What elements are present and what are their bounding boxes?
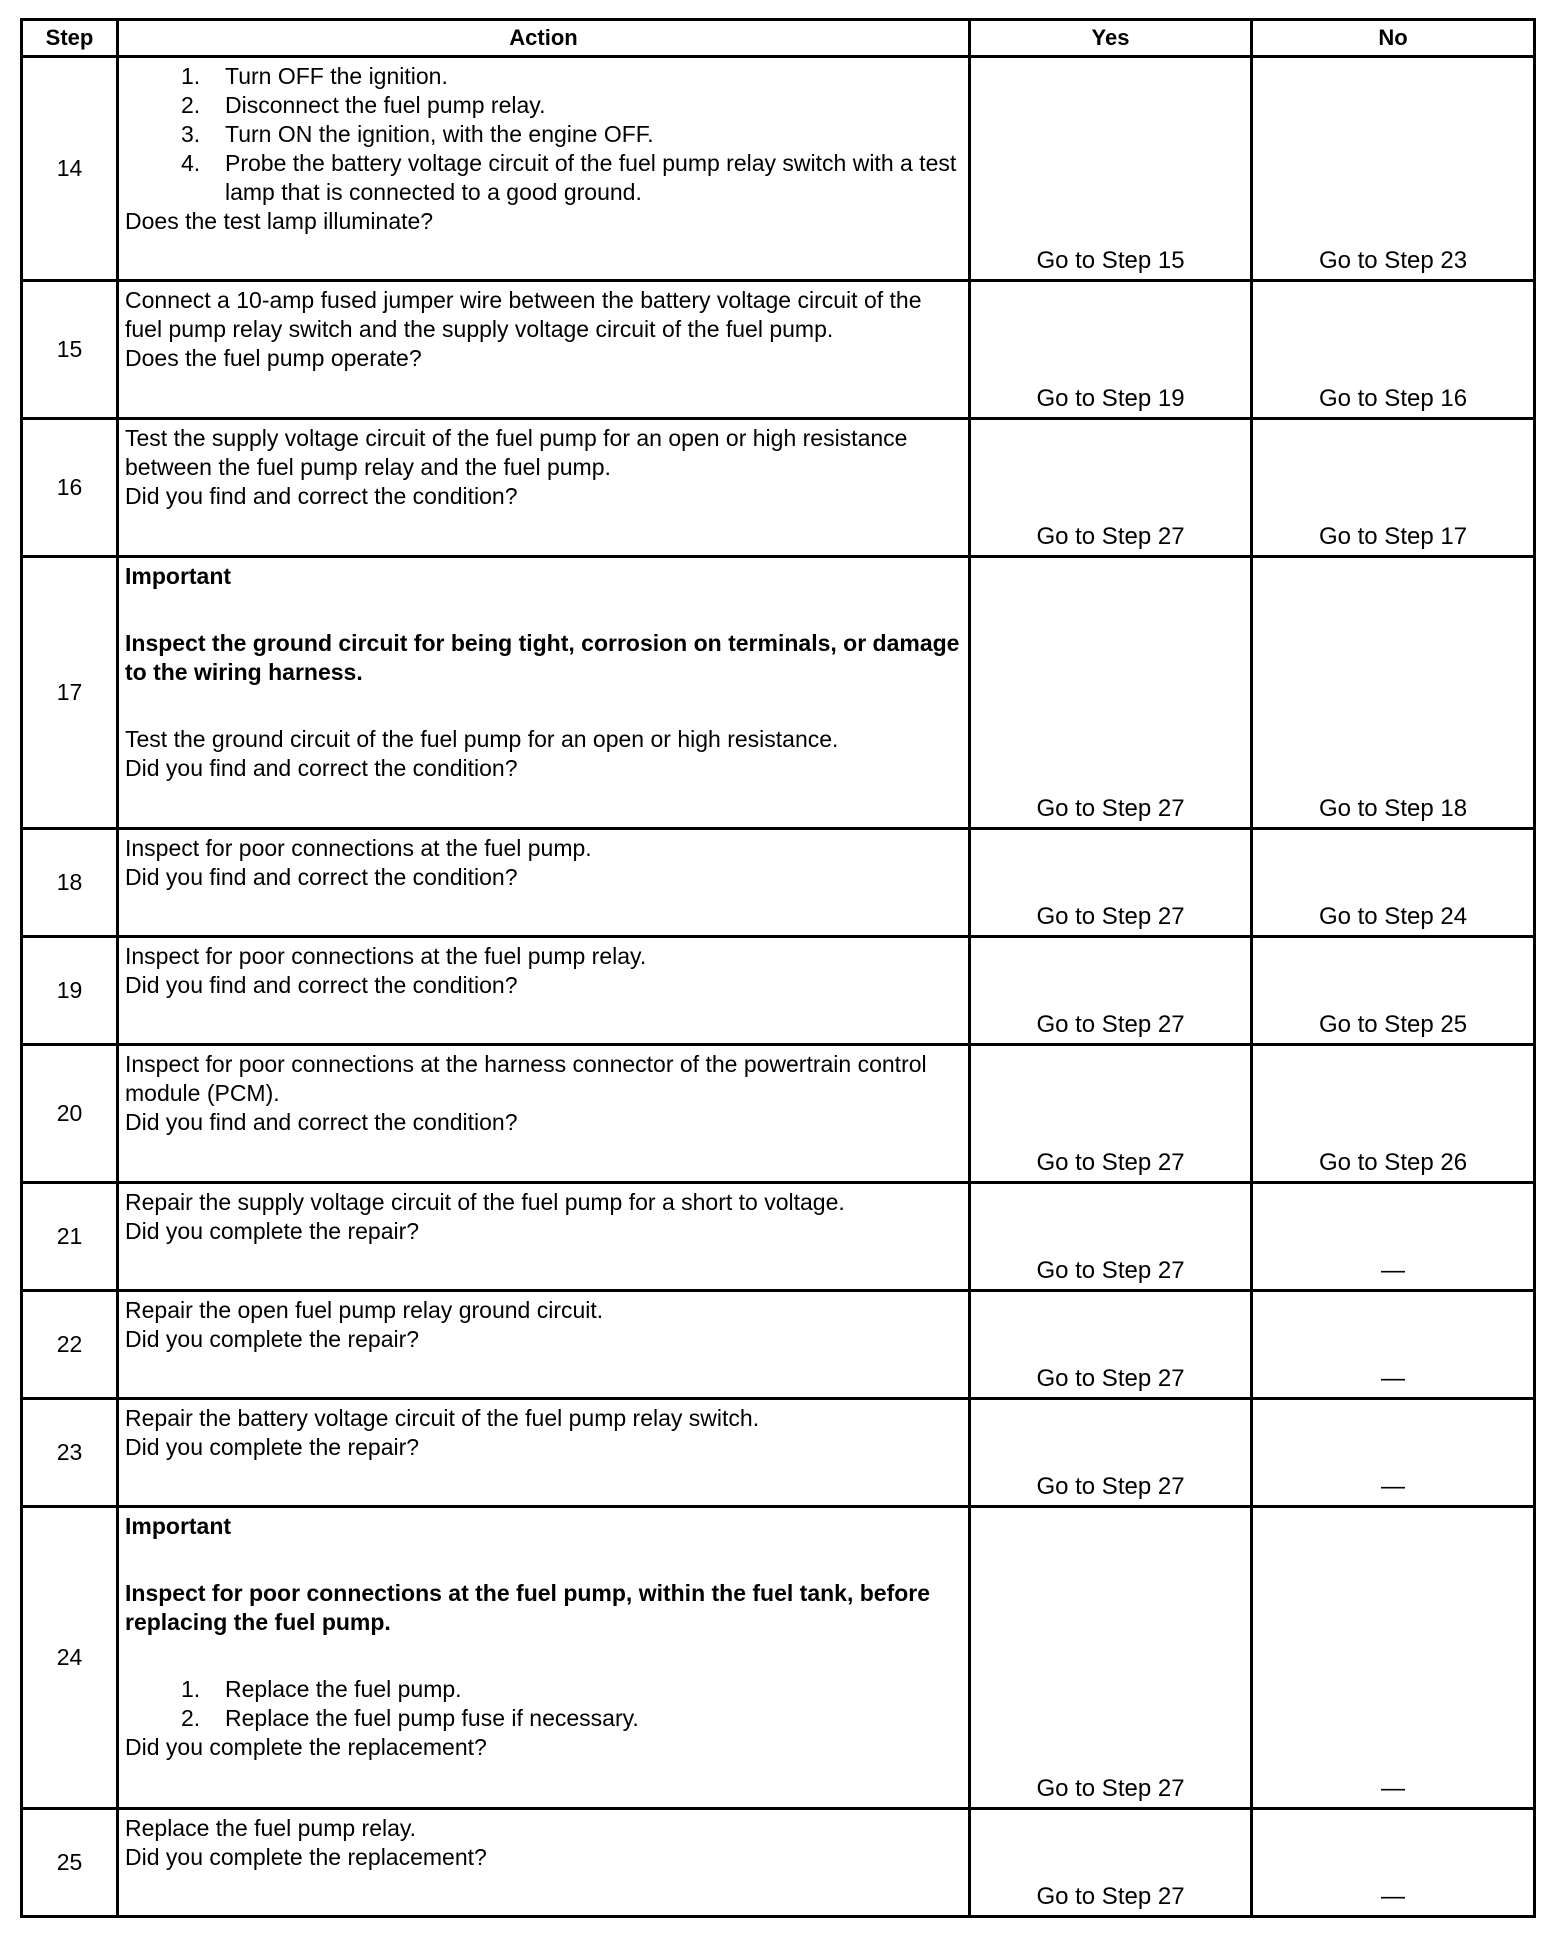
yes-cell: Go to Step 27 bbox=[970, 1507, 1252, 1809]
action-text: Test the supply voltage circuit of the fuel pump for an open or high resistance between the fuel pump relay and the fuel pump. bbox=[125, 425, 908, 480]
yes-cell: Go to Step 27 bbox=[970, 1183, 1252, 1291]
no-cell: — bbox=[1252, 1399, 1535, 1507]
action-cell bbox=[118, 557, 970, 829]
question-text: Did you find and correct the condition? bbox=[125, 755, 518, 781]
list-item: 4. Probe the battery voltage circuit of the fuel pump relay switch with a test lamp that is connected to a good ground. bbox=[181, 150, 957, 205]
action-cell bbox=[118, 281, 970, 419]
table-row bbox=[22, 1809, 1535, 1917]
action-cell bbox=[118, 1291, 970, 1399]
action-cell bbox=[118, 937, 970, 1045]
list-item: 1. Turn OFF the ignition. bbox=[181, 63, 448, 89]
action-text: Inspect for poor connections at the fuel pump relay. bbox=[125, 943, 647, 969]
action-cell bbox=[118, 1507, 970, 1809]
header-action: Action bbox=[118, 20, 970, 57]
list-item: 3. Turn ON the ignition, with the engine OFF. bbox=[181, 121, 654, 147]
step-number: 17 bbox=[22, 557, 118, 829]
yes-cell: Go to Step 27 bbox=[970, 1399, 1252, 1507]
step-number: 18 bbox=[22, 829, 118, 937]
action-cell bbox=[118, 829, 970, 937]
numbered-list bbox=[181, 1675, 962, 1733]
no-cell: Go to Step 23 bbox=[1252, 57, 1535, 281]
important-label: Important bbox=[125, 1513, 232, 1539]
table-row bbox=[22, 1291, 1535, 1399]
step-number: 14 bbox=[22, 57, 118, 281]
question-text: Does the test lamp illuminate? bbox=[125, 208, 434, 234]
table-row bbox=[22, 1507, 1535, 1809]
question-text: Does the fuel pump operate? bbox=[125, 345, 422, 371]
list-item: 2. Replace the fuel pump fuse if necessary. bbox=[181, 1705, 639, 1731]
list-item: 2. Disconnect the fuel pump relay. bbox=[181, 92, 546, 118]
diagnostic-table bbox=[20, 18, 1536, 1918]
action-cell bbox=[118, 419, 970, 557]
action-text: Repair the open fuel pump relay ground circuit. bbox=[125, 1297, 604, 1323]
question-text: Did you complete the repair? bbox=[125, 1218, 420, 1244]
step-number: 21 bbox=[22, 1183, 118, 1291]
no-cell: Go to Step 26 bbox=[1252, 1045, 1535, 1183]
action-cell bbox=[118, 1183, 970, 1291]
question-text: Did you complete the replacement? bbox=[125, 1844, 487, 1870]
action-text: Inspect for poor connections at the fuel pump. bbox=[125, 835, 592, 861]
header-no: No bbox=[1252, 20, 1535, 57]
yes-cell: Go to Step 27 bbox=[970, 1291, 1252, 1399]
yes-cell: Go to Step 27 bbox=[970, 937, 1252, 1045]
yes-cell: Go to Step 19 bbox=[970, 281, 1252, 419]
question-text: Did you complete the repair? bbox=[125, 1326, 420, 1352]
yes-cell: Go to Step 27 bbox=[970, 1809, 1252, 1917]
list-item: 1. Replace the fuel pump. bbox=[181, 1676, 462, 1702]
table-row bbox=[22, 281, 1535, 419]
no-cell: — bbox=[1252, 1507, 1535, 1809]
question-text: Did you find and correct the condition? bbox=[125, 1109, 518, 1135]
no-cell: Go to Step 25 bbox=[1252, 937, 1535, 1045]
action-text: Inspect for poor connections at the harness connector of the powertrain control module (PCM). bbox=[125, 1051, 927, 1106]
no-cell: — bbox=[1252, 1183, 1535, 1291]
question-text: Did you find and correct the condition? bbox=[125, 864, 518, 890]
no-cell: — bbox=[1252, 1291, 1535, 1399]
action-text: Repair the battery voltage circuit of the fuel pump relay switch. bbox=[125, 1405, 760, 1431]
question-text: Did you find and correct the condition? bbox=[125, 483, 518, 509]
yes-cell: Go to Step 27 bbox=[970, 829, 1252, 937]
table-row bbox=[22, 419, 1535, 557]
step-number: 19 bbox=[22, 937, 118, 1045]
yes-cell: Go to Step 27 bbox=[970, 557, 1252, 829]
step-number: 15 bbox=[22, 281, 118, 419]
question-text: Did you complete the repair? bbox=[125, 1434, 420, 1460]
question-text: Did you find and correct the condition? bbox=[125, 972, 518, 998]
table-row bbox=[22, 57, 1535, 281]
table-row bbox=[22, 1045, 1535, 1183]
action-text: Test the ground circuit of the fuel pump for an open or high resistance. bbox=[125, 726, 839, 752]
action-cell bbox=[118, 1045, 970, 1183]
important-text: Inspect the ground circuit for being tight, corrosion on terminals, or damage to the wiring harness. bbox=[125, 630, 960, 685]
table-row bbox=[22, 557, 1535, 829]
table-row bbox=[22, 1183, 1535, 1291]
important-text: Inspect for poor connections at the fuel pump, within the fuel tank, before replacing the fuel pump. bbox=[125, 1580, 931, 1635]
yes-cell: Go to Step 15 bbox=[970, 57, 1252, 281]
no-cell: Go to Step 16 bbox=[1252, 281, 1535, 419]
action-cell bbox=[118, 57, 970, 281]
action-text: Replace the fuel pump relay. bbox=[125, 1815, 417, 1841]
no-cell: Go to Step 24 bbox=[1252, 829, 1535, 937]
no-cell: Go to Step 17 bbox=[1252, 419, 1535, 557]
action-cell bbox=[118, 1809, 970, 1917]
important-label: Important bbox=[125, 563, 232, 589]
step-number: 25 bbox=[22, 1809, 118, 1917]
table-row bbox=[22, 1399, 1535, 1507]
step-number: 16 bbox=[22, 419, 118, 557]
yes-cell: Go to Step 27 bbox=[970, 419, 1252, 557]
step-number: 24 bbox=[22, 1507, 118, 1809]
question-text: Did you complete the replacement? bbox=[125, 1734, 487, 1760]
step-number: 23 bbox=[22, 1399, 118, 1507]
table-row bbox=[22, 829, 1535, 937]
header-row bbox=[22, 20, 1535, 57]
action-cell bbox=[118, 1399, 970, 1507]
table-row bbox=[22, 937, 1535, 1045]
action-text: Connect a 10-amp fused jumper wire between the battery voltage circuit of the fuel pump relay switch and the supply voltage circuit of the fuel pump. bbox=[125, 287, 922, 342]
header-step: Step bbox=[22, 20, 118, 57]
no-cell: — bbox=[1252, 1809, 1535, 1917]
no-cell: Go to Step 18 bbox=[1252, 557, 1535, 829]
action-text: Repair the supply voltage circuit of the fuel pump for a short to voltage. bbox=[125, 1189, 845, 1215]
yes-cell: Go to Step 27 bbox=[970, 1045, 1252, 1183]
step-number: 22 bbox=[22, 1291, 118, 1399]
numbered-list bbox=[181, 62, 962, 207]
step-number: 20 bbox=[22, 1045, 118, 1183]
header-yes: Yes bbox=[970, 20, 1252, 57]
